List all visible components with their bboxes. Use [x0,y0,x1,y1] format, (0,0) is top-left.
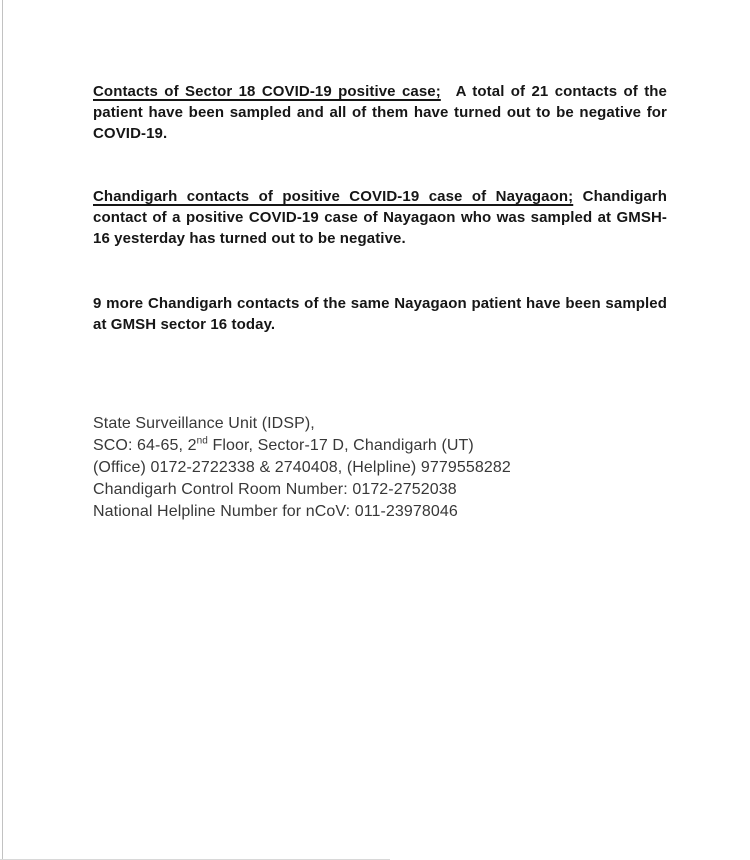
paragraph-body-nayagaon: Chandigarh contact of a positive COVID-19 case of Nayagaon who was sampled at GMSH-16 yesterday has turned out to be negative. [93,188,667,247]
paragraph-nayagaon-contact [93,186,667,249]
footer-line-control-room: Chandigarh Control Room Number: 0172-2752038 [93,481,457,498]
footer-line-unit: State Surveillance Unit (IDSP), [93,415,315,432]
footer-line-office-helpline: (Office) 0172-2722338 & 2740408, (Helpline) 9779558282 [93,459,511,476]
footer-contact-block [93,413,667,523]
document-content [93,0,667,523]
footer-line-address [93,435,667,457]
paragraph-nine-more-contacts [93,293,667,335]
paragraph-sector18-contacts [93,81,667,144]
paragraph-heading-nayagaon: Chandigarh contacts of positive COVID-19 case of Nayagaon; [93,188,574,205]
footer-address-post: Floor, Sector-17 D, Chandigarh (UT) [207,437,474,454]
paragraph-body-sector18: A total of 21 contacts of the patient have been sampled and all of them have turned out to be negative for COVID-19. [93,83,667,142]
paragraph-heading-sector18: Contacts of Sector 18 COVID-19 positive case; [93,83,441,100]
paragraph-body-nine-more: 9 more Chandigarh contacts of the same Nayagaon patient have been sampled at GMSH sector 16 today. [93,295,667,333]
page-left-edge-line [2,0,3,860]
footer-address-pre: SCO: 64-65, 2 [93,437,197,454]
footer-line-national-helpline: National Helpline Number for nCoV: 011-23978046 [93,503,458,520]
footer-address-ordinal-suffix: nd [196,435,208,447]
